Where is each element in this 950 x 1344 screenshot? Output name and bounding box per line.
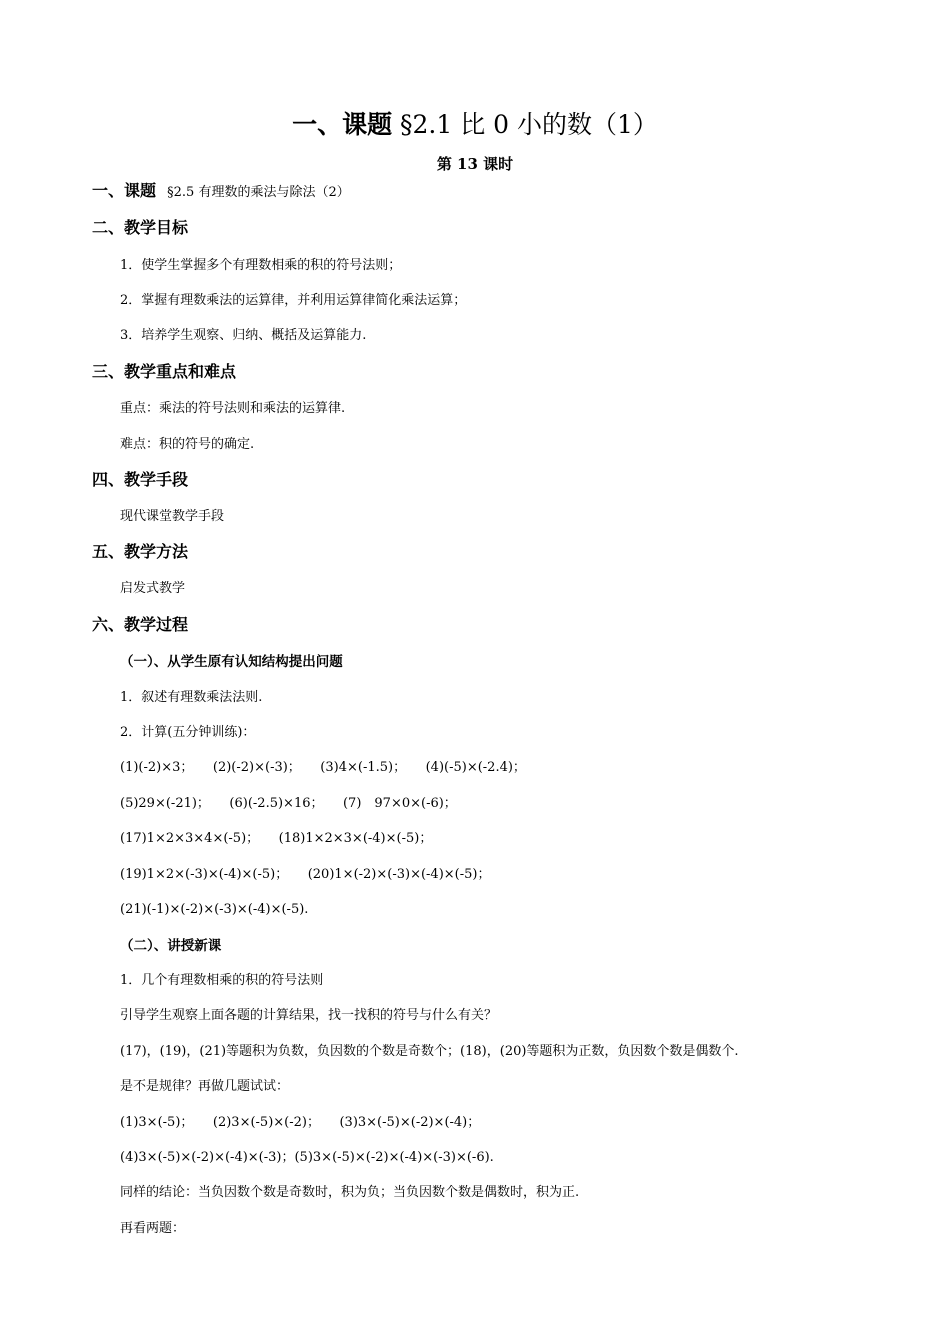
part1-line: 2．计算(五分钟训练)：	[120, 725, 256, 740]
page-title	[0, 108, 950, 142]
part1-line: 1．叙述有理数乘法法则.	[120, 690, 263, 705]
goal-item: 3．培养学生观察、归纳、概括及运算能力.	[120, 328, 367, 343]
exercise-line: (21)(-1)×(-2)×(-3)×(-4)×(-5).	[120, 902, 309, 917]
course-line	[92, 179, 350, 205]
means-text: 现代课堂教学手段	[120, 509, 225, 524]
goal-item: 1．使学生掌握多个有理数相乘的积的符号法则；	[120, 258, 402, 273]
keypoint-item: 重点：乘法的符号法则和乘法的运算律.	[120, 401, 346, 416]
exercise-line: (4)3×(-5)×(-2)×(-4)×(-3)；(5)3×(-5)×(-2)×(-4)×(-3)×(-6).	[120, 1150, 494, 1165]
exercise-line: (5)29×(-21)； (6)(-2.5)×16； (7) 97×0×(-6)；	[120, 796, 457, 811]
lesson-number: 第 13 课时	[436, 155, 514, 173]
title-rest: §2.1 比 0 小的数（1）	[392, 110, 658, 139]
keypoint-item: 难点：积的符号的确定.	[120, 437, 255, 452]
exercise-line: (19)1×2×(-3)×(-4)×(-5)； (20)1×(-2)×(-3)×(-4)×(-5)；	[120, 867, 491, 882]
means-heading: 四、教学手段	[92, 470, 189, 489]
method-text: 启发式教学	[120, 581, 186, 596]
goal-item: 2．掌握有理数乘法的运算律，并利用运算律简化乘法运算；	[120, 293, 467, 308]
part2-line: 1．几个有理数相乘的积的符号法则	[120, 973, 324, 988]
part2-line: 同样的结论：当负因数个数是奇数时，积为负；当负因数个数是偶数时，积为正.	[120, 1185, 580, 1200]
keypoints-heading: 三、教学重点和难点	[92, 362, 237, 381]
part2-heading: （二）、讲授新课	[120, 938, 222, 954]
process-heading: 六、教学过程	[92, 615, 189, 634]
exercise-line: (17)1×2×3×4×(-5)； (18)1×2×3×(-4)×(-5)；	[120, 831, 433, 846]
exercise-line: (1)(-2)×3； (2)(-2)×(-3)； (3)4×(-1.5)； (4)(-5)×(-2.4)；	[120, 760, 526, 775]
part2-line: 是不是规律？再做几题试试：	[120, 1079, 290, 1094]
part1-heading: （一）、从学生原有认知结构提出问题	[120, 654, 343, 670]
course-value: §2.5 有理数的乘法与除法（2）	[167, 185, 350, 200]
part2-line: 引导学生观察上面各题的计算结果，找一找积的符号与什么有关？	[120, 1008, 498, 1023]
method-heading: 五、教学方法	[92, 542, 189, 561]
course-label: 一、课题	[92, 181, 157, 200]
part2-line: (17)，(19)，(21)等题积为负数，负因数的个数是奇数个；(18)，(20)等题积为正数，负因数个数是偶数个.	[120, 1044, 739, 1059]
part2-line: 再看两题：	[120, 1221, 186, 1236]
exercise-line: (1)3×(-5)； (2)3×(-5)×(-2)； (3)3×(-5)×(-2)×(-4)；	[120, 1115, 481, 1130]
title-bold: 一、课题	[292, 110, 393, 139]
goals-heading: 二、教学目标	[92, 218, 189, 237]
